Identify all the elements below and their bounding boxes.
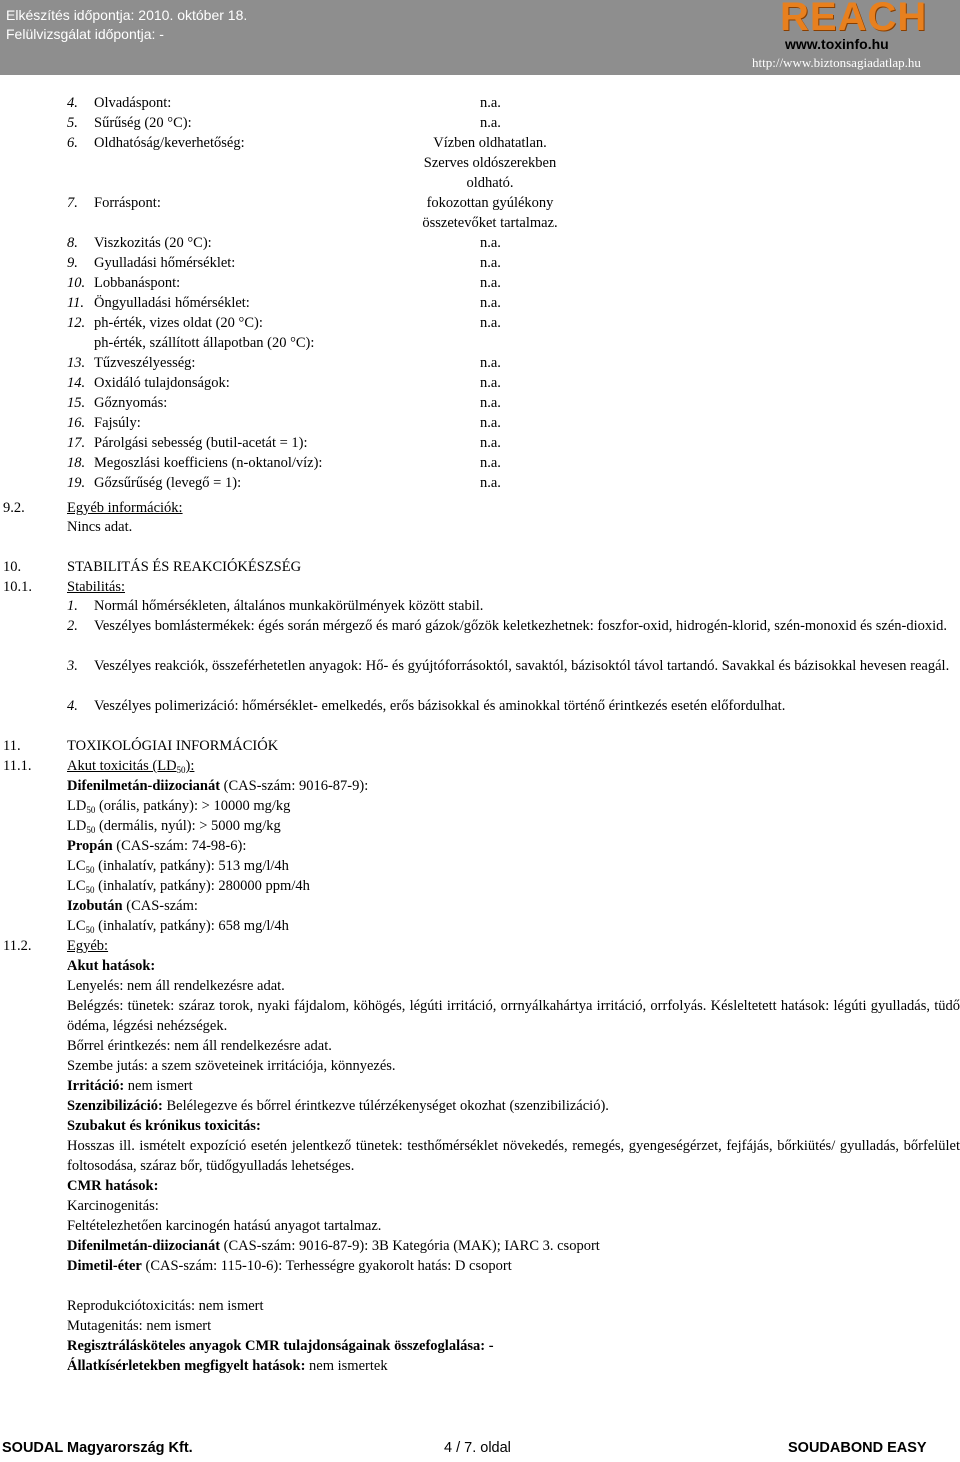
property-label: Megoszlási koefficiens (n-oktanol/víz):: [94, 455, 323, 471]
section-11-2-title: Egyéb:: [67, 938, 109, 954]
property-value: n.a.: [480, 355, 501, 371]
izobutan-heading: Izobután (CAS-szám:: [67, 898, 198, 914]
property-value: n.a.: [480, 255, 501, 271]
property-value-cont: oldható.: [466, 175, 514, 191]
property-label: ph-érték, vizes oldat (20 °C):: [94, 315, 263, 331]
propan-heading: Propán (CAS-szám: 74-98-6):: [67, 838, 247, 854]
section-10-number: 10.: [3, 559, 22, 575]
section-10-title: STABILITÁS ÉS REAKCIÓKÉSZSÉG: [67, 559, 302, 575]
property-number: 7.: [67, 195, 78, 211]
property-label: Viszkozitás (20 °C):: [94, 235, 212, 251]
lc50-izobutan: $LC_{50}$ (inhalatív, patkány): 658 mg/l/4h: [67, 918, 289, 935]
repro-text: Reprodukciótoxicitás: nem ismert: [67, 1298, 264, 1314]
allat-text: Állatkísérletekben megfigyelt hatások: nem ismertek: [67, 1358, 388, 1374]
property-value: n.a.: [480, 475, 501, 491]
date-prepared: Elkészítés időpontja: 2010. október 18.: [6, 7, 248, 23]
property-label: Oxidáló tulajdonságok:: [94, 375, 230, 391]
property-value: n.a.: [480, 115, 501, 131]
property-label: Lobbanáspont:: [94, 275, 181, 291]
section-11-title: TOXIKOLÓGIAI INFORMÁCIÓK: [67, 738, 279, 754]
borrel-text: Bőrrel érintkezés: nem áll rendelkezésre adat.: [67, 1038, 332, 1054]
akut-heading: Akut hatások:: [67, 958, 156, 974]
lenyeles-text: Lenyelés: nem áll rendelkezésre adat.: [67, 978, 285, 994]
hosszas-text: Hosszas ill. ismételt expozíció esetén jelentkező tünetek: testhőmérséklet növekedés, remegés, gyengeségérzet, fejfájás, bőrkiütés/ gyulladás, bőrfelület foltosodása, száraz bőr, tüdőgyulladás lehetséges.: [67, 1138, 960, 1174]
difenil-heading: Difenilmetán-diizocianát (CAS-szám: 9016-87-9):: [67, 778, 369, 794]
property-value: n.a.: [480, 315, 501, 331]
property-label: Sűrűség (20 °C):: [94, 115, 192, 131]
property-value: n.a.: [480, 375, 501, 391]
cmr-heading: CMR hatások:: [67, 1178, 159, 1194]
lc50-propan-2: $LC_{50}$ (inhalatív, patkány): 280000 ppm/4h: [67, 878, 310, 895]
section-10-1-title: Stabilitás:: [67, 579, 125, 595]
property-value: n.a.: [480, 295, 501, 311]
property-number: 19.: [67, 475, 86, 491]
section-11-2-number: 11.2.: [3, 938, 32, 954]
szenz-text: Szenzibilizáció: Belélegezve és bőrrel érintkezve túlérzékenységet okozhat (szenzibilizáció).: [67, 1098, 609, 1114]
property-number: 15.: [67, 395, 86, 411]
section-9-2-number: 9.2.: [3, 500, 25, 516]
property-label: Oldhatóság/keverhetőség:: [94, 135, 245, 151]
section-9-2-title: Egyéb információk:: [67, 500, 183, 516]
property-value: n.a.: [480, 455, 501, 471]
footer-company: SOUDAL Magyarország Kft.: [2, 1440, 193, 1456]
property-value: n.a.: [480, 95, 501, 111]
s10-item-2-num: 2.: [67, 618, 78, 634]
property-number: 14.: [67, 375, 86, 391]
footer-product: SOUDABOND EASY: [788, 1440, 927, 1456]
property-value: n.a.: [480, 435, 501, 451]
logo-site2: http://www.biztonsagiadatlap.hu: [752, 55, 921, 70]
felt-text: Feltételezhetően karcinogén hatású anyagot tartalmaz.: [67, 1218, 382, 1234]
s10-item-1-num: 1.: [67, 598, 78, 614]
property-number: 11.: [67, 295, 85, 311]
regisz-text: Regisztrálásköteles anyagok CMR tulajdonságainak összefoglalása: -: [67, 1338, 494, 1354]
s10-item-3-text: Veszélyes reakciók, összeférhetetlen anyagok: Hő- és gyújtóforrásoktól, savaktól, bázisoktól távol tartandó. Savakkal és bázisokkal hevesen reagál.: [94, 658, 950, 674]
karc-text: Karcinogenitás:: [67, 1198, 159, 1214]
property-label: ph-érték, szállított állapotban (20 °C):: [94, 335, 315, 351]
s10-item-3-num: 3.: [67, 658, 78, 674]
szembe-text: Szembe jutás: a szem szöveteinek irritációja, könnyezés.: [67, 1058, 396, 1074]
property-number: 8.: [67, 235, 78, 251]
property-label: Párolgási sebesség (butil-acetát = 1):: [94, 435, 308, 451]
section-11-1-title: Akut toxicitás $(LD_{50})$:: [67, 758, 195, 775]
footer-page: 4 / 7. oldal: [444, 1440, 511, 1456]
section-11-number: 11.: [3, 738, 21, 754]
property-label: Forráspont:: [94, 195, 161, 211]
szubakut-heading: Szubakut és krónikus toxicitás:: [67, 1118, 261, 1134]
mutag-text: Mutagenitás: nem ismert: [67, 1318, 212, 1334]
property-value: n.a.: [480, 395, 501, 411]
property-number: 12.: [67, 315, 86, 331]
property-value: n.a.: [480, 275, 501, 291]
property-label: Öngyulladási hőmérséklet:: [94, 295, 250, 311]
property-label: Tűzveszélyesség:: [94, 355, 196, 371]
irritacio-text: Irritáció: nem ismert: [67, 1078, 193, 1094]
property-label: Gőzsűrűség (levegő = 1):: [94, 475, 242, 491]
header-dates: [6, 6, 247, 44]
property-value: fokozottan gyúlékony: [426, 195, 554, 211]
s10-item-4-num: 4.: [67, 698, 78, 714]
reach-logo: [752, 0, 958, 71]
belegzes-text: Belégzés: tünetek: száraz torok, nyaki fájdalom, köhögés, légúti irritáció, orrnyálkahártya irritáció, orrfolyás. Késleltetett hatások: légúti gyulladás, tüdő ödéma, légzési nehézségek.: [67, 998, 960, 1034]
section-10-1-number: 10.1.: [3, 579, 32, 595]
property-number: 5.: [67, 115, 78, 131]
property-number: 17.: [67, 435, 86, 451]
date-revised: Felülvizsgálat időpontja: -: [6, 26, 164, 42]
property-label: Gőznyomás:: [94, 395, 168, 411]
property-number: 10.: [67, 275, 86, 291]
property-number: 6.: [67, 135, 78, 151]
page-header: [0, 0, 960, 75]
difenil-cmr: Difenilmetán-diizocianát (CAS-szám: 9016-87-9): 3B Kategória (MAK); IARC 3. csoport: [67, 1238, 600, 1254]
dimetil-cmr: Dimetil-éter (CAS-szám: 115-10-6): Terhességre gyakorolt hatás: D csoport: [67, 1258, 512, 1274]
property-value: n.a.: [480, 415, 501, 431]
property-value-cont: Szerves oldószerekben: [423, 155, 557, 171]
property-label: Olvadáspont:: [94, 95, 172, 111]
section-11-1-number: 11.1.: [3, 758, 32, 774]
s10-item-4-text: Veszélyes polimerizáció: hőmérséklet- emelkedés, erős bázisokkal és aminokkal történő érintkezés esetén előfordulhat.: [94, 698, 786, 714]
property-number: 16.: [67, 415, 86, 431]
logo-site: www.toxinfo.hu: [785, 36, 889, 52]
property-number: 18.: [67, 455, 86, 471]
property-value-cont: összetevőket tartalmaz.: [422, 215, 558, 231]
ld50-oral: $LD_{50}$ (orális, patkány): > 10000 mg/kg: [67, 798, 291, 815]
lc50-propan-1: $LC_{50}$ (inhalatív, patkány): 513 mg/l/4h: [67, 858, 289, 875]
property-number: 9.: [67, 255, 78, 271]
property-number: 4.: [67, 95, 78, 111]
property-label: Fajsúly:: [94, 415, 141, 431]
property-value: n.a.: [480, 235, 501, 251]
ld50-dermal: $LD_{50}$ (dermális, nyúl): > 5000 mg/kg: [67, 818, 281, 835]
s10-item-1-text: Normál hőmérsékleten, általános munkakörülmények között stabil.: [94, 598, 484, 614]
property-value: Vízben oldhatatlan.: [433, 135, 547, 151]
property-label: Gyulladási hőmérséklet:: [94, 255, 236, 271]
property-number: 13.: [67, 355, 86, 371]
section-9-2-text: Nincs adat.: [67, 519, 133, 535]
logo-text: REACH: [780, 0, 928, 39]
s10-item-2-text: Veszélyes bomlástermékek: égés során mérgező és maró gázok/gőzök keletkezhetnek: foszfor-oxid, hidrogén-klorid, szén-monoxid és szén-dioxid.: [94, 618, 948, 634]
